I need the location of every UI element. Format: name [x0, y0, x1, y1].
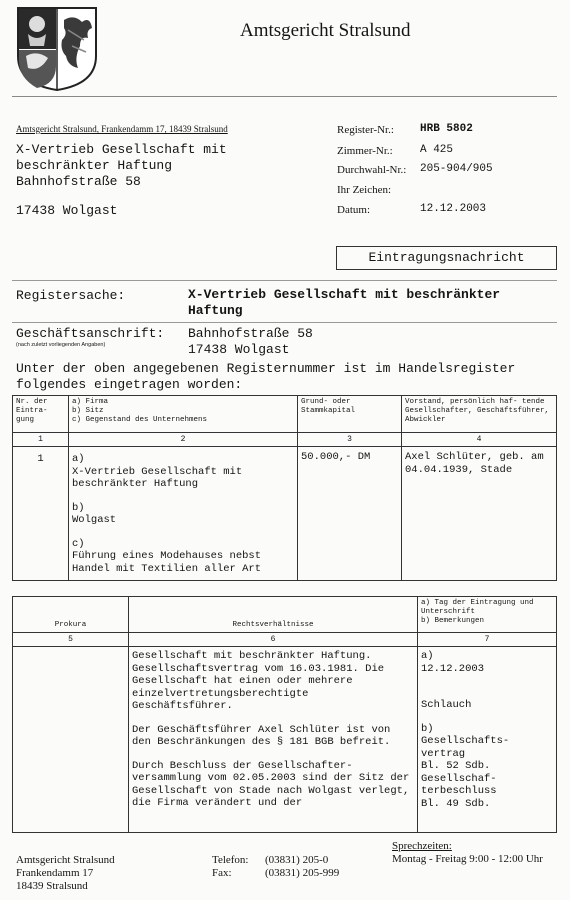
firm-b-label: b): [72, 501, 85, 514]
coat-of-arms-logo: [16, 6, 98, 92]
section-divider: [12, 322, 557, 323]
header-date: a) Tag der Eintragung und Unterschrift: [421, 599, 534, 616]
firm-purpose: Führung eines Modehauses nebst Handel mit Textilien aller Art: [72, 550, 262, 575]
register-value: HRB 5802: [420, 123, 473, 135]
header-divider: [12, 96, 557, 97]
footer-fax-label: Fax:: [212, 867, 232, 879]
entry-date: 12.12.2003: [421, 662, 485, 675]
room-label: Zimmer-Nr.:: [337, 145, 393, 157]
header-procuration: Prokura: [13, 597, 129, 633]
footer-phone-label: Telefon:: [212, 854, 249, 866]
procuration-cell: [13, 647, 129, 833]
capital-value: 50.000,- DM: [298, 447, 402, 581]
column-number-5: 5: [13, 633, 129, 647]
date-a-label: a): [421, 650, 434, 662]
footer-address-2: Frankendamm 17: [16, 867, 94, 879]
recipient-line-1: X-Vertrieb Gesellschaft mit: [16, 142, 227, 157]
legal-paragraph-2: Der Geschäftsführer Axel Schlüter ist von den Beschränkungen des § 181 BGB befreit.: [132, 723, 391, 748]
header-management: Vorstand, persönlich haf- tende Gesellschafter, Geschäftsführer, Abwickler: [402, 396, 557, 433]
entry-number: 1: [13, 447, 69, 581]
managing-director: Axel Schlüter, geb. am 04.04.1939, Stade: [402, 447, 557, 581]
remark-3: Gesellschaf- terbeschluss: [421, 772, 497, 797]
remark-1: Gesellschafts- vertrag: [421, 735, 510, 760]
notice-title: Eintragungsnachricht: [336, 246, 557, 270]
legal-paragraph-1: Gesellschaft mit beschränkter Haftung. Gesellschaftsvertrag vom 16.03.1981. Die Gesellschaft hat einen oder mehrere einzelvertretungsberechtigte Geschäftsführer.: [132, 650, 385, 712]
column-number-7: 7: [418, 633, 557, 647]
header-firm-a: a) Firma: [72, 398, 109, 406]
header-legal-relations: Rechtsverhältnisse: [129, 597, 418, 633]
header-firm-c: c) Gegenstand des Unternehmens: [72, 416, 208, 424]
date-label: Datum:: [337, 204, 370, 216]
column-number-4: 4: [402, 433, 557, 447]
address-line-2: 17438 Wolgast: [188, 342, 290, 357]
header-capital: Grund- oder Stammkapital: [298, 396, 402, 433]
phone-label: Durchwahl-Nr.:: [337, 164, 407, 176]
footer-phone-value: (03831) 205-0: [265, 854, 329, 866]
header-firm: [69, 396, 298, 433]
signature-name: Schlauch: [421, 699, 472, 711]
column-number-1: 1: [13, 433, 69, 447]
register-table-2: [12, 596, 557, 833]
room-value: A 425: [420, 144, 454, 156]
legal-paragraph-3: Durch Beschluss der Gesellschafter- versammlung vom 02.05.2003 sind der Sitz der Gesellschaft von Stade nach Wolgast verlegt, die Firma verändert und der: [132, 759, 410, 809]
footer-fax-value: (03831) 205-999: [265, 867, 340, 879]
column-number-6: 6: [129, 633, 418, 647]
address-label: Geschäftsanschrift:: [16, 326, 165, 341]
remarks-b-label: b): [421, 722, 434, 735]
phone-value: 205-904/905: [420, 163, 493, 175]
footer-address-1: Amtsgericht Stralsund: [16, 854, 115, 866]
intro-text: Unter der oben angegebenen Registernummer ist im Handelsregister folgendes eingetragen worden:: [16, 361, 516, 392]
legal-relations-cell: [129, 647, 418, 833]
registersache-label: Registersache:: [16, 288, 126, 303]
section-divider: [12, 280, 557, 281]
address-line-1: Bahnhofstraße 58: [188, 326, 313, 341]
footer-address-3: 18439 Stralsund: [16, 880, 88, 892]
address-note: (nach zuletzt vorliegenden Angaben): [16, 342, 106, 348]
court-title: Amtsgericht Stralsund: [240, 20, 411, 41]
reference-label: Ihr Zeichen:: [337, 184, 392, 196]
column-number-3: 3: [298, 433, 402, 447]
column-number-2: 2: [69, 433, 298, 447]
register-label: Register-Nr.:: [337, 124, 394, 136]
recipient-line-3: Bahnhofstraße 58: [16, 174, 141, 189]
sender-line: Amtsgericht Stralsund, Frankendamm 17, 18439 Stralsund: [16, 124, 228, 134]
date-remarks-cell: [418, 647, 557, 833]
register-table-1: [12, 395, 557, 581]
header-entry-number: Nr. der Eintra- gung: [13, 396, 69, 433]
firm-a-label: a): [72, 453, 85, 465]
remark-2: Bl. 52 Sdb.: [421, 760, 491, 772]
firm-c-label: c): [72, 537, 85, 550]
header-remarks: b) Bemerkungen: [421, 617, 485, 625]
firm-seat: Wolgast: [72, 514, 117, 526]
office-hours-value: Montag - Freitag 9:00 - 12:00 Uhr: [392, 853, 543, 865]
date-value: 12.12.2003: [420, 203, 487, 215]
registersache-value: X-Vertrieb Gesellschaft mit beschränkter Haftung: [188, 287, 501, 318]
remark-4: Bl. 49 Sdb.: [421, 797, 491, 810]
header-firm-b: b) Sitz: [72, 407, 104, 415]
office-hours-label: Sprechzeiten:: [392, 840, 452, 852]
firm-name: X-Vertrieb Gesellschaft mit beschränkter Haftung: [72, 465, 243, 490]
recipient-line-4: 17438 Wolgast: [16, 203, 118, 218]
recipient-line-2: beschränkter Haftung: [16, 158, 173, 173]
header-date-remarks: [418, 597, 557, 633]
firm-cell: [69, 447, 298, 581]
